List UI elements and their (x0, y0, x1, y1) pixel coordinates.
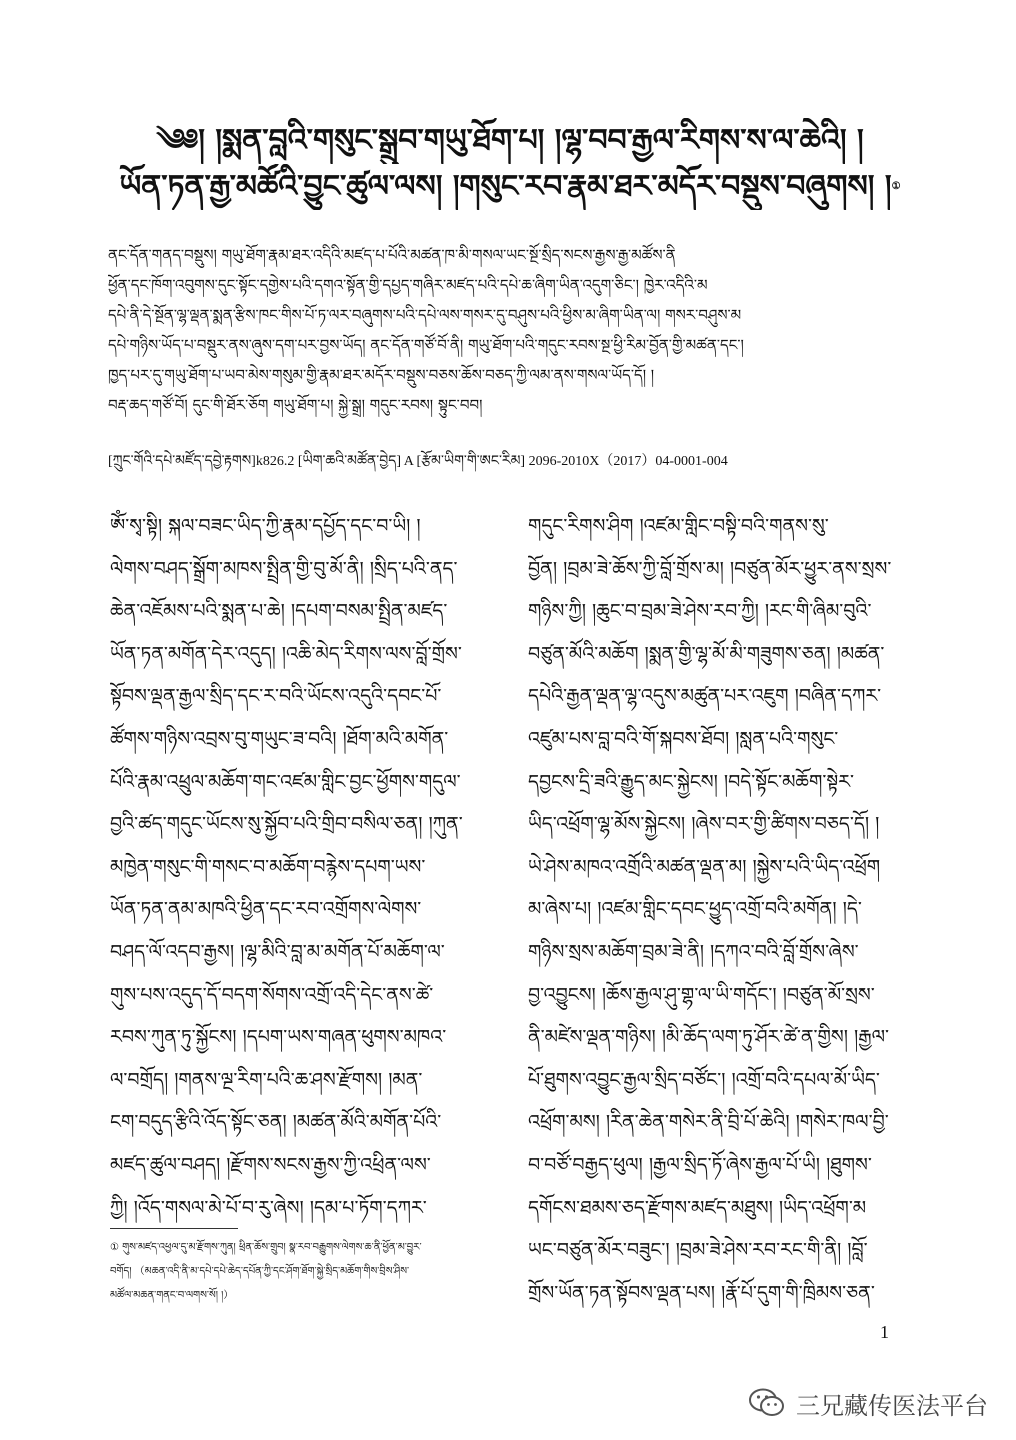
wechat-icon (748, 1387, 786, 1419)
body-line: རབས་ཀུན་ཏུ་སྐྱོངས། །དཔག་ཡས་གཞན་ཕུགས་མཁའ་ (110, 1026, 447, 1049)
footnote-line: མཚོལ་མཆན་གནང་བ་ལགས་སོ། །） (110, 1290, 234, 1301)
abstract-line: ནང་དོན་གནད་བསྡུས། གཡུ་ཐོག་རྣམ་ཐར་འདིའི་མཛད་པ་པོའི་མཚན་ཁ་མི་གསལ་ཡང་སྔོ་སྲིད་སངས་རྒྱས་རྒྱ་མཚོས་ནི (108, 246, 676, 264)
body-line: བྱོན། །བྲམ་ཟེ་ཆོས་ཀྱི་བློ་གྲོས་མ། །བཙུན་མོར་ཕྱུར་ནས་སྲས་ (528, 557, 892, 580)
body-line: གྲོས་ཡོན་ཏན་སྟོབས་ལྡན་པས། །རྣོ་པོ་དུག་གི་ཁྲིམས་ཅན་ (528, 1281, 875, 1304)
body-line: མཁྱེན་གསུང་གི་གསང་བ་མཆོག་བརྙེས་དཔག་ཡས་ (110, 855, 426, 878)
watermark (748, 1383, 988, 1423)
body-line: ཚོགས་གཉིས་འབྲས་བུ་གཡུང་ཟ་བའི། །ཐོག་མའི་མགོན་ (110, 727, 449, 750)
body-line: མཛད་ཚུལ་བཤད། །རྫོགས་སངས་རྒྱས་ཀྱི་འཕྲིན་ལས་ (110, 1153, 431, 1176)
body-line: གཉིས་ཀྱི། །ཆུང་བ་བྲམ་ཟེ་ཤེས་རབ་ཀྱི། །རང་གི་ཞིམ་བུའི་ (528, 600, 872, 623)
footnote (110, 1236, 480, 1308)
body-line: ཡོན་ཏན་ནམ་མཁའི་ཕྱིན་དང་རབ་འགྲོགས་ལེགས་ (110, 898, 422, 921)
abstract-line: ཁྱད་པར་དུ་གཡུ་ཐོག་པ་ཡབ་མེས་གསུམ་གྱི་རྣམ་ཐར་མདོར་བསྡུས་བཅས་ཆོས་བཅད་ཀྱི་ལམ་ནས་གསལ་ཡོད་དོ། ། (108, 366, 655, 384)
abstract-line: ཕྱོན་དང་ཁོག་འབུགས་དུང་སྟོང་དགྱེས་པའི་དགའ་སྟོན་གྱི་དཔྱད་གཞིར་མཛད་པའི་དཔེ་ཆ་ཞིག་ཡིན་འདུག་ཅིང་། ཁྱེར་འདིའི་མ (108, 276, 708, 294)
keywords-line: བརྡ་ཆད་གཙོ་བོ། དུང་གི་ཐོར་ཅོག གཡུ་ཐོག་པ། སྐྱེ་སྒྲ། གདུང་རབས། སྟུང་བབ། (108, 396, 483, 414)
body-line: གུས་པས་འདུད་དོ་བདག་སོགས་འགྲོ་འདི་དེང་ནས་ཚེ་ (110, 983, 434, 1006)
article-title (110, 118, 910, 210)
body-line: དབྱངས་དྲི་ཟའི་རྒྱུད་མང་སྐྱེངས། །བདེ་སྟོང་མཆོག་སྟེར་ (528, 770, 855, 793)
body-line: ཀྱི། །འོད་གསལ་མེ་པོ་བ་རུ་ཞེས། །དམ་པ་ཏོག་དཀར་ (110, 1196, 427, 1219)
body-line: དཔེའི་རྒྱན་ལྡན་ལྷ་འདུས་མཚུན་པར་འཇུག །བཞིན་དཀར་ (528, 685, 882, 708)
body-line: པོ་ཐུགས་འབྱུང་རྒྱལ་སྲིད་བཙོང་། །འགྲོ་བའི་དཔལ་མོ་ཡིད་ (528, 1068, 880, 1091)
body-line: གཉིས་སྲས་མཆོག་བྲམ་ཟེ་ནི། །དཀའ་བའི་བློ་གྲོས་ཞེས་ (528, 940, 859, 963)
title-line-1: ༄༅། །སྨན་བླའི་གསུང་སྒྲུབ་གཡུ་ཐོག་པ། །ལྷ་བབ་རྒྱལ་རིགས་ས་ལ་ཆེའི། ། (156, 123, 864, 158)
body-column-right (528, 505, 908, 1314)
body-line: པོའི་རྣམ་འཕྲུལ་མཆོག་གང་འཛམ་གླིང་བྱང་ཕྱོགས་གདུལ་ (110, 770, 461, 793)
body-line: ལ་བགྲོད། །གནས་ལྔ་རིག་པའི་ཆ་ཤས་རྫོགས། །མན་ (110, 1068, 423, 1091)
body-line: ངག་བདུད་རྩིའི་འོད་སྟོང་ཅན། །མཚན་མོའི་མགོན་པོའི་ (110, 1111, 442, 1134)
body-line: ཡང་བཙུན་མོར་བཟུང་། །བྲམ་ཟེ་ཤེས་རབ་རང་གི་ནི། །བློ་ (528, 1239, 868, 1262)
body-column-left (110, 505, 490, 1229)
body-line: ཆེན་འཇོམས་པའི་སྨན་པ་ཆེ། །དཔག་བསམ་སྤྲིན་མཛད་ (110, 600, 448, 623)
body-line: བྱའི་ཚད་གདུང་ཡོངས་སུ་སྐྱོབ་པའི་གྲིབ་བསིལ་ཅན། །ཀུན་ (110, 813, 463, 836)
body-line: བ་བཙོ་བརྒྱད་ཕུལ། །རྒྱལ་སྲིད་ཏོ་ཞེས་རྒྱལ་པོ་ཡི། །ཐུགས་ (528, 1153, 872, 1176)
watermark-text: 三兄藏传医法平台 (796, 1391, 988, 1420)
body-line: བྱ་འབྱུངས། །ཆོས་རྒྱལ་ཤུ་གྷ་ལ་ཡི་གདོང་། །བཙུན་མོ་སྲས་ (528, 983, 875, 1006)
body-line: འཛུམ་པས་བླ་བའི་གོ་སྐབས་ཐོབ། །སླན་པའི་གསུང་ (528, 727, 839, 750)
abstract-line: དཔེ་ནི་དེ་སྔོན་ལྷ་ལྡན་སྨན་རྩིས་ཁང་གིས་པོ་ཏ་ལར་བཞུགས་པའི་དཔེ་ལས་གསར་དུ་བཤུས་པའི་ཕྱིས་མ་ཞིག་ཡིན་ལ། གསར་བཤུས་མ (108, 306, 742, 324)
body-line: ཨོཾ་སྭ་སྟི། སྐལ་བཟང་ཡིད་ཀྱི་རྣམ་དཔྱོད་དང་བ་ཡི། ། (110, 515, 421, 537)
body-line: དགོངས་ཐམས་ཅད་རྫོགས་མཛད་མཐུས། །ཡིད་འཕྲོག་མ (528, 1196, 867, 1219)
footnote-divider (110, 1228, 238, 1229)
body-line: ནི་མཛེས་ལྡན་གཉིས། །མི་ཆོད་ལག་ཏུ་ཤོར་ཚེ་ན་གྱིས། །རྒྱལ་ (528, 1026, 889, 1049)
title-line-2-text: ཡོན་ཏན་རྒྱ་མཚོའི་བྱུང་ཚུལ་ལས། །གསུང་རབ་རྣམ་ཐར་མདོར་བསྡུས་བཞུགས། ། (119, 169, 892, 204)
body-line: བཙུན་མོའི་མཆོག །སྨན་གྱི་ལྷ་མོ་མི་གཟུགས་ཅན། །མཚན་ (528, 642, 885, 665)
footnote-line: ① གུས་མཛད་འཕྱལ་དུ་མ་རྫོགས་ཀུན། ཕྲིན་ཆོས་གྲུབ། སྣ་རབ་བརྒྱུགས་ལེགས་ཆ་ནི་ཕྱོན་མ་བྱུར་ (110, 1242, 422, 1253)
body-line: བཤད་ལོ་འདབ་རྒྱས། །ལྷ་མིའི་བླ་མ་མགོན་པོ་མཆོག་ལ་ (110, 940, 445, 963)
body-line: གདུང་རིགས་ཤིག །འཛམ་གླིང་བསྟི་བའི་གནས་སུ་ (528, 515, 829, 537)
body-line: ཡོན་ཏན་མགོན་དེར་འདུད། །འཆི་མེད་རིགས་ལས་བློ་གྲོས་ (110, 642, 462, 665)
body-line: འཕྲོག་མས། །རིན་ཆེན་གསེར་ནི་བྲི་པོ་ཆེའི། །གསེར་ཁལ་བྱི་ (528, 1111, 889, 1134)
title-footnote-mark: ① (891, 181, 901, 192)
classification-metadata: [ཀྲུང་གོའི་དཔེ་མཛོད་དབྱེ་རྟགས]k826.2 [ཡིག་ཆའི་མཚོན་བྱེད] A [རྩོམ་ཡིག་གི་ཨང་རིམ] 2096-2010X（2017）04-0001-004 (108, 454, 728, 469)
body-line: ལེགས་བཤད་སྒྲོག་མཁས་སྤྲིན་གྱི་བུ་མོ་ནི། །སྲིད་པའི་ནད་ (110, 557, 458, 580)
footnote-line: བགོད། （མཆན་འདི་ནི་མ་དཔེ་དཔེ་ཆེད་དཔོན་ཀྱི་དང་ཤོག་ཐོག་སྐྱེ་སྲིད་མཆོག་གིས་བྲིས་ཤིས་ (110, 1266, 410, 1277)
abstract (108, 240, 908, 420)
body-line: ཡེ་ཤེས་མཁའ་འགྲོའི་མཚན་ལྡན་མ། །སྐྱེས་པའི་ཡིད་འཕྲོག (528, 855, 881, 878)
body-line: ཡིད་འཕྲོག་ལྷ་མོས་སྐྱེངས། །ཞེས་བར་གྱི་ཚིགས་བཅད་དོ། ། (528, 813, 880, 836)
page-number: 1 (880, 1322, 889, 1342)
body-line: སྟོབས་ལྡན་རྒྱལ་སྲིད་དང་ར་བའི་ཡོངས་འདུའི་དབང་པོ་ (110, 685, 442, 708)
abstract-line: དཔེ་གཉིས་ཡོད་པ་བསྡུར་ནས་ཞུས་དག་པར་བྱས་ཡོད། ནང་དོན་གཙོ་བོ་ནི། གཡུ་ཐོག་པའི་གདུང་རབས་སྔ་ཕྱི་རིམ་བྱོན་གྱི་མཚན་དང་། (108, 336, 744, 354)
title-line-2 (110, 164, 910, 210)
body-line: མ་ཞེས་པ། །འཛམ་གླིང་དབང་ཕྱུད་འགྲོ་བའི་མགོན། །དེ་ (528, 898, 862, 921)
